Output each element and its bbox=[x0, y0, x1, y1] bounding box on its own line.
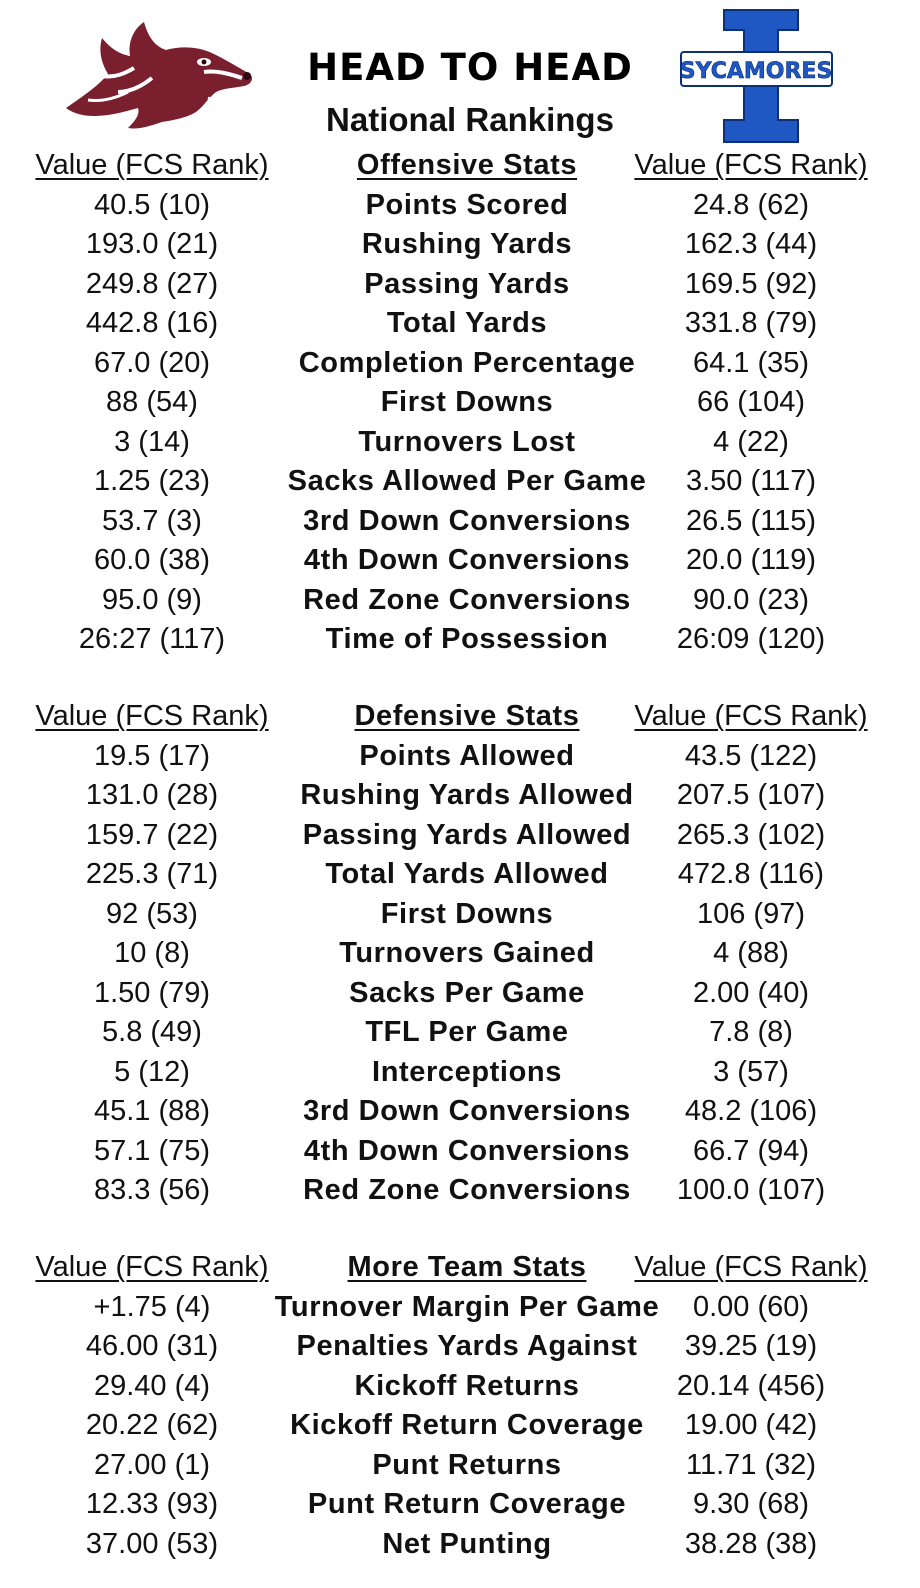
right-team-value: 66.7 (94) bbox=[692, 1134, 810, 1167]
stat-label: Points Allowed bbox=[359, 739, 575, 772]
stat-row bbox=[0, 1092, 920, 1132]
stat-row bbox=[0, 1171, 920, 1211]
stat-row bbox=[0, 225, 920, 265]
left-team-value: 40.5 (10) bbox=[93, 188, 211, 221]
left-team-value: 159.7 (22) bbox=[85, 818, 219, 851]
right-team-value: 20.0 (119) bbox=[685, 544, 817, 576]
stat-row bbox=[0, 541, 920, 581]
stat-label: Turnovers Gained bbox=[339, 937, 595, 969]
left-team-value: 19.5 (17) bbox=[93, 739, 211, 772]
left-team-column-header: Value (FCS Rank) bbox=[35, 149, 269, 181]
stat-row bbox=[0, 502, 920, 542]
right-team-value: 90.0 (23) bbox=[692, 583, 810, 616]
right-team-value: 4 (88) bbox=[713, 937, 789, 969]
left-team-value: 10 (8) bbox=[114, 937, 190, 969]
right-team-value: 472.8 (116) bbox=[677, 858, 825, 890]
right-team-value: 162.3 (44) bbox=[684, 228, 818, 260]
stat-label: Total Yards Allowed bbox=[325, 858, 609, 890]
left-team-value: 1.25 (23) bbox=[93, 465, 211, 497]
section-header-row bbox=[0, 1248, 920, 1288]
right-team-value: 11.71 (32) bbox=[685, 1448, 817, 1481]
stat-label: Interceptions bbox=[372, 1055, 562, 1088]
stat-row bbox=[0, 1132, 920, 1172]
stat-row bbox=[0, 776, 920, 816]
right-team-value: 19.00 (42) bbox=[684, 1409, 818, 1441]
left-team-value: 26:27 (117) bbox=[78, 623, 226, 655]
right-team-value: 265.3 (102) bbox=[676, 818, 826, 851]
right-team-value: 38.28 (38) bbox=[684, 1527, 818, 1560]
stat-row bbox=[0, 855, 920, 895]
section-header-row bbox=[0, 146, 920, 186]
left-team-value: 27.00 (1) bbox=[93, 1448, 211, 1481]
left-team-value: 3 (14) bbox=[114, 425, 190, 458]
left-team-value: 12.33 (93) bbox=[85, 1488, 219, 1520]
stat-label: First Downs bbox=[380, 897, 554, 930]
stat-label: 3rd Down Conversions bbox=[303, 1095, 631, 1127]
section-header-row bbox=[0, 697, 920, 737]
left-team-value: 20.22 (62) bbox=[85, 1409, 219, 1441]
saluki-dog-head-logo bbox=[58, 16, 258, 134]
right-team-value: 48.2 (106) bbox=[684, 1095, 818, 1127]
right-team-value: 0.00 (60) bbox=[692, 1290, 810, 1323]
left-team-value: 46.00 (31) bbox=[85, 1330, 219, 1362]
page-title: HEAD TO HEAD bbox=[307, 46, 633, 89]
sycamores-logo-text: SYCAMORES bbox=[680, 59, 833, 84]
stat-label: Punt Returns bbox=[372, 1448, 562, 1481]
stat-label: Punt Return Coverage bbox=[307, 1488, 627, 1520]
left-team-value: +1.75 (4) bbox=[93, 1290, 211, 1323]
stat-row bbox=[0, 1288, 920, 1328]
stat-row bbox=[0, 816, 920, 856]
right-team-column-header: Value (FCS Rank) bbox=[634, 1251, 868, 1283]
stat-row bbox=[0, 1406, 920, 1446]
left-team-value: 88 (54) bbox=[106, 386, 198, 418]
left-team-value: 131.0 (28) bbox=[85, 779, 219, 811]
stat-label: Penalties Yards Against bbox=[296, 1330, 638, 1362]
right-team-value: 2.00 (40) bbox=[692, 976, 810, 1009]
stat-row bbox=[0, 1013, 920, 1053]
stat-row bbox=[0, 265, 920, 305]
left-team-value: 53.7 (3) bbox=[102, 504, 202, 537]
right-team-value: 26.5 (115) bbox=[685, 504, 817, 537]
stat-label: Turnovers Lost bbox=[358, 425, 576, 458]
stat-row bbox=[0, 1446, 920, 1486]
stat-label: Rushing Yards bbox=[361, 228, 573, 260]
left-team-value: 60.0 (38) bbox=[93, 544, 211, 576]
stat-row bbox=[0, 423, 920, 463]
stat-label: First Downs bbox=[380, 386, 554, 418]
left-team-value: 45.1 (88) bbox=[93, 1095, 211, 1127]
left-team-value: 225.3 (71) bbox=[85, 858, 219, 890]
stat-row bbox=[0, 1053, 920, 1093]
left-team-value: 92 (53) bbox=[106, 897, 198, 930]
stat-label: Kickoff Returns bbox=[354, 1369, 580, 1402]
right-team-value: 43.5 (122) bbox=[684, 739, 818, 772]
right-team-value: 106 (97) bbox=[696, 897, 806, 930]
stat-row bbox=[0, 1525, 920, 1565]
stat-row bbox=[0, 581, 920, 621]
section-title: More Team Stats bbox=[347, 1251, 587, 1283]
stat-label: Kickoff Return Coverage bbox=[290, 1409, 644, 1441]
stat-row bbox=[0, 344, 920, 384]
section-title: Offensive Stats bbox=[356, 149, 578, 181]
left-team-value: 67.0 (20) bbox=[93, 346, 211, 379]
right-team-value: 20.14 (456) bbox=[676, 1369, 826, 1402]
stat-label: Red Zone Conversions bbox=[303, 1174, 631, 1206]
stats-section-3 bbox=[0, 1248, 920, 1564]
stat-label: Time of Possession bbox=[325, 623, 609, 655]
sycamores-block-i-logo bbox=[680, 8, 835, 148]
stat-label: Net Punting bbox=[382, 1527, 552, 1560]
stat-label: Completion Percentage bbox=[298, 346, 636, 379]
stat-label: Points Scored bbox=[365, 188, 569, 221]
right-team-value: 26:09 (120) bbox=[676, 623, 826, 655]
left-team-value: 442.8 (16) bbox=[85, 307, 219, 339]
stat-label: Red Zone Conversions bbox=[303, 583, 631, 616]
right-team-value: 66 (104) bbox=[696, 386, 806, 418]
right-team-value: 331.8 (79) bbox=[684, 307, 818, 339]
right-team-value: 9.30 (68) bbox=[692, 1488, 810, 1520]
right-team-value: 7.8 (8) bbox=[709, 1016, 793, 1048]
stats-section-2 bbox=[0, 697, 920, 1211]
left-team-value: 1.50 (79) bbox=[93, 976, 211, 1009]
left-team-value: 249.8 (27) bbox=[85, 267, 219, 300]
section-title: Defensive Stats bbox=[354, 700, 580, 732]
right-team-value: 24.8 (62) bbox=[692, 188, 810, 221]
right-team-value: 4 (22) bbox=[713, 425, 789, 458]
right-team-column-header: Value (FCS Rank) bbox=[634, 149, 868, 181]
stat-row bbox=[0, 737, 920, 777]
stat-row bbox=[0, 1485, 920, 1525]
stat-row bbox=[0, 1327, 920, 1367]
stat-label: Sacks Allowed Per Game bbox=[287, 465, 647, 497]
right-team-value: 39.25 (19) bbox=[684, 1330, 818, 1362]
stat-label: Rushing Yards Allowed bbox=[300, 779, 634, 811]
right-team-value: 64.1 (35) bbox=[692, 346, 810, 379]
stat-label: 3rd Down Conversions bbox=[303, 504, 631, 537]
left-team-value: 95.0 (9) bbox=[102, 583, 202, 616]
left-team-column-header: Value (FCS Rank) bbox=[35, 1251, 269, 1283]
stat-row bbox=[0, 304, 920, 344]
stat-row bbox=[0, 462, 920, 502]
stat-row bbox=[0, 1367, 920, 1407]
right-team-value: 169.5 (92) bbox=[684, 267, 818, 300]
left-team-value: 29.40 (4) bbox=[93, 1369, 211, 1402]
stat-row bbox=[0, 620, 920, 660]
stat-label: TFL Per Game bbox=[365, 1016, 569, 1048]
stat-label: Total Yards bbox=[386, 307, 548, 339]
stat-row bbox=[0, 895, 920, 935]
left-team-value: 193.0 (21) bbox=[85, 228, 219, 260]
stat-row bbox=[0, 934, 920, 974]
left-team-value: 83.3 (56) bbox=[93, 1174, 211, 1206]
stat-row bbox=[0, 974, 920, 1014]
stat-label: Turnover Margin Per Game bbox=[274, 1290, 660, 1323]
right-team-value: 207.5 (107) bbox=[676, 779, 826, 811]
stat-label: 4th Down Conversions bbox=[303, 544, 631, 576]
stat-label: Passing Yards Allowed bbox=[302, 818, 632, 851]
stat-row bbox=[0, 186, 920, 226]
left-team-value: 57.1 (75) bbox=[93, 1134, 211, 1167]
right-team-value: 100.0 (107) bbox=[676, 1174, 826, 1206]
right-team-value: 3 (57) bbox=[713, 1055, 789, 1088]
stats-section-1 bbox=[0, 146, 920, 660]
header bbox=[0, 0, 920, 150]
right-team-value: 3.50 (117) bbox=[685, 465, 817, 497]
stat-label: Sacks Per Game bbox=[349, 976, 585, 1009]
left-team-value: 5 (12) bbox=[114, 1055, 190, 1088]
stat-row bbox=[0, 383, 920, 423]
left-team-value: 5.8 (49) bbox=[102, 1016, 202, 1048]
left-team-value: 37.00 (53) bbox=[85, 1527, 219, 1560]
right-team-column-header: Value (FCS Rank) bbox=[634, 700, 868, 732]
stat-label: Passing Yards bbox=[364, 267, 570, 300]
page-subtitle: National Rankings bbox=[326, 101, 614, 138]
left-team-column-header: Value (FCS Rank) bbox=[35, 700, 269, 732]
stat-label: 4th Down Conversions bbox=[303, 1134, 631, 1167]
